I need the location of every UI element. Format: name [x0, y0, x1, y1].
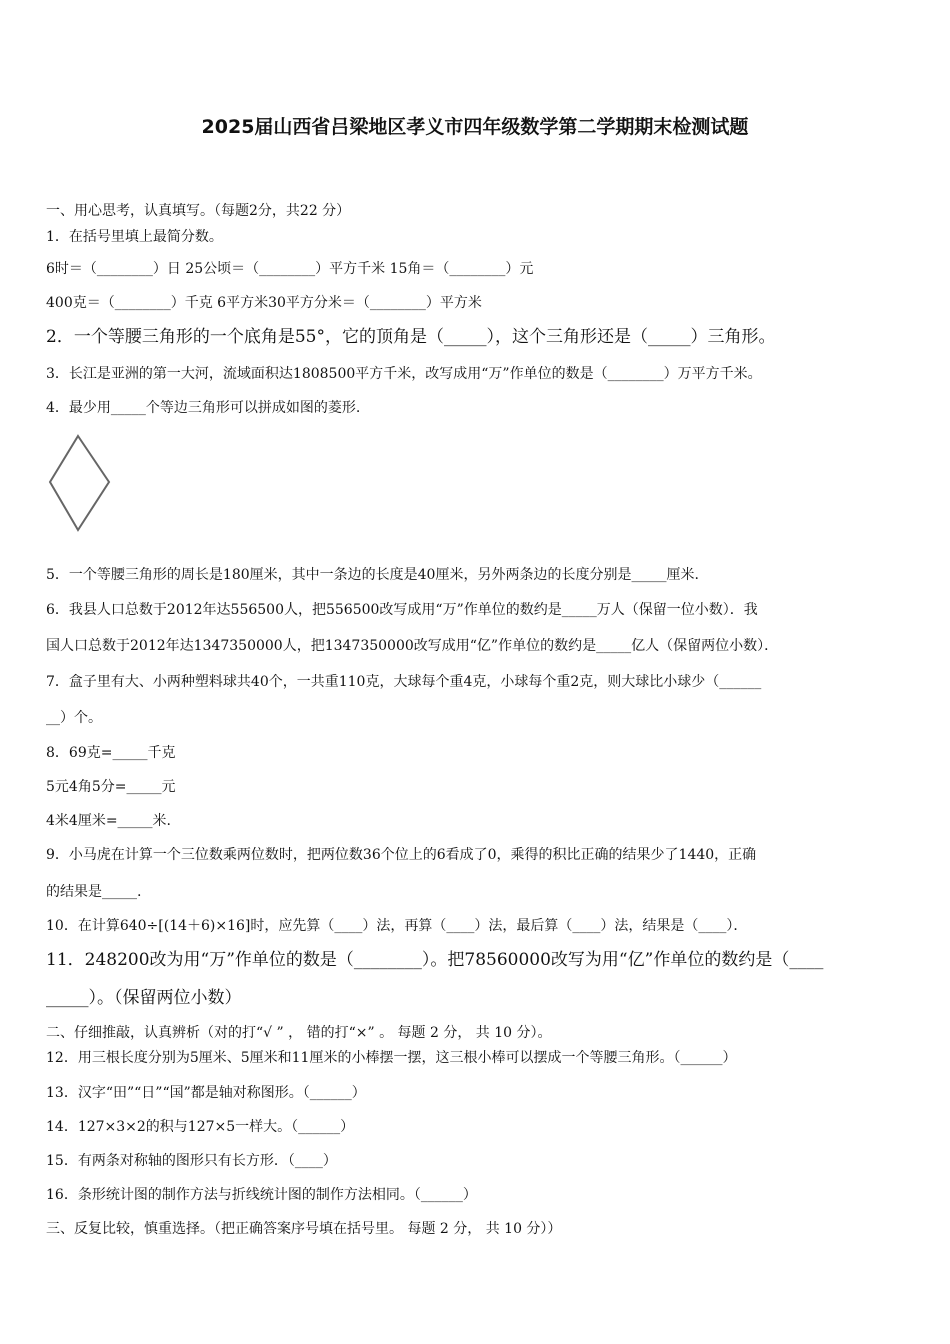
question-9-line-1: 9．小马虎在计算一个三位数乘两位数时，把两位数36个位上的6看成了0，乘得的积比正确的结果少了1440，正确	[46, 847, 757, 863]
question-1: 1．在括号里填上最简分数。	[46, 229, 223, 245]
question-15: 15．有两条对称轴的图形只有长方形．（____）	[46, 1153, 337, 1169]
question-8-part-2: 5元4角5分=_____元	[46, 779, 176, 795]
question-6-line-2: 国人口总数于2012年达1347350000人，把1347350000改写成用“亿”作单位的数约是_____亿人（保留两位小数）．	[46, 638, 779, 654]
section-1-heading: 一、用心思考，认真填写。（每题2分，共22 分）	[46, 203, 351, 219]
question-6-line-1: 6．我县人口总数于2012年达556500人，把556500改写成用“万”作单位的数约是_____万人（保留一位小数）．我	[46, 602, 758, 618]
question-8-part-3: 4米4厘米=_____米.	[46, 813, 171, 829]
question-2: 2．一个等腰三角形的一个底角是55°，它的顶角是（_____），这个三角形还是（_____）三角形。	[46, 327, 776, 347]
question-1-row-2: 400克＝（________）千克 6平方米30平方分米＝（________）平方米	[46, 295, 482, 311]
rhombus-figure	[46, 432, 116, 536]
question-7-line-2: __）个。	[46, 710, 102, 726]
question-13: 13．汉字“田”“日”“国”都是轴对称图形。（______）	[46, 1085, 366, 1101]
section-3-heading: 三、反复比较，慎重选择。（把正确答案序号填在括号里。 每题 2 分， 共 10 分））	[46, 1221, 562, 1237]
question-9-line-2: 的结果是_____.	[46, 884, 142, 900]
question-11-line-2: _____）。（保留两位小数）	[46, 988, 242, 1008]
question-7-line-1: 7．盒子里有大、小两种塑料球共40个，一共重110克，大球每个重4克，小球每个重2克，则大球比小球少（______	[46, 674, 762, 690]
section-2-heading: 二、仔细推敲，认真辨析（对的打“√ ” ， 错的打“×” 。 每题 2 分， 共 10 分）。	[46, 1025, 552, 1041]
question-16: 16．条形统计图的制作方法与折线统计图的制作方法相同。（______）	[46, 1187, 477, 1203]
question-1-row-1: 6时＝（________）日 25公顷＝（________）平方千米 15角＝（________）元	[46, 261, 534, 277]
question-14: 14．127×3×2的积与127×5一样大。（______）	[46, 1119, 355, 1135]
question-8-part-1: 8．69克=_____千克	[46, 745, 176, 761]
question-3: 3．长江是亚洲的第一大河，流域面积达1808500平方千米，改写成用“万”作单位的数是（________）万平方千米。	[46, 366, 762, 382]
page-title: 2025届山西省吕梁地区孝义市四年级数学第二学期期末检测试题	[201, 116, 749, 138]
question-5: 5．一个等腰三角形的周长是180厘米，其中一条边的长度是40厘米，另外两条边的长度分别是_____厘米.	[46, 567, 699, 583]
question-4: 4．最少用_____个等边三角形可以拼成如图的菱形.	[46, 400, 361, 416]
question-11-line-1: 11．248200改为用“万”作单位的数是（________）。把78560000改写为用“亿”作单位的数约是（____	[46, 950, 824, 970]
question-10: 10．在计算640÷[(14＋6)×16]时，应先算（____）法，再算（____）法，最后算（____）法，结果是（____）．	[46, 918, 748, 934]
question-12: 12．用三根长度分别为5厘米、5厘米和11厘米的小棒摆一摆，这三根小棒可以摆成一个等腰三角形。（______）	[46, 1050, 737, 1066]
